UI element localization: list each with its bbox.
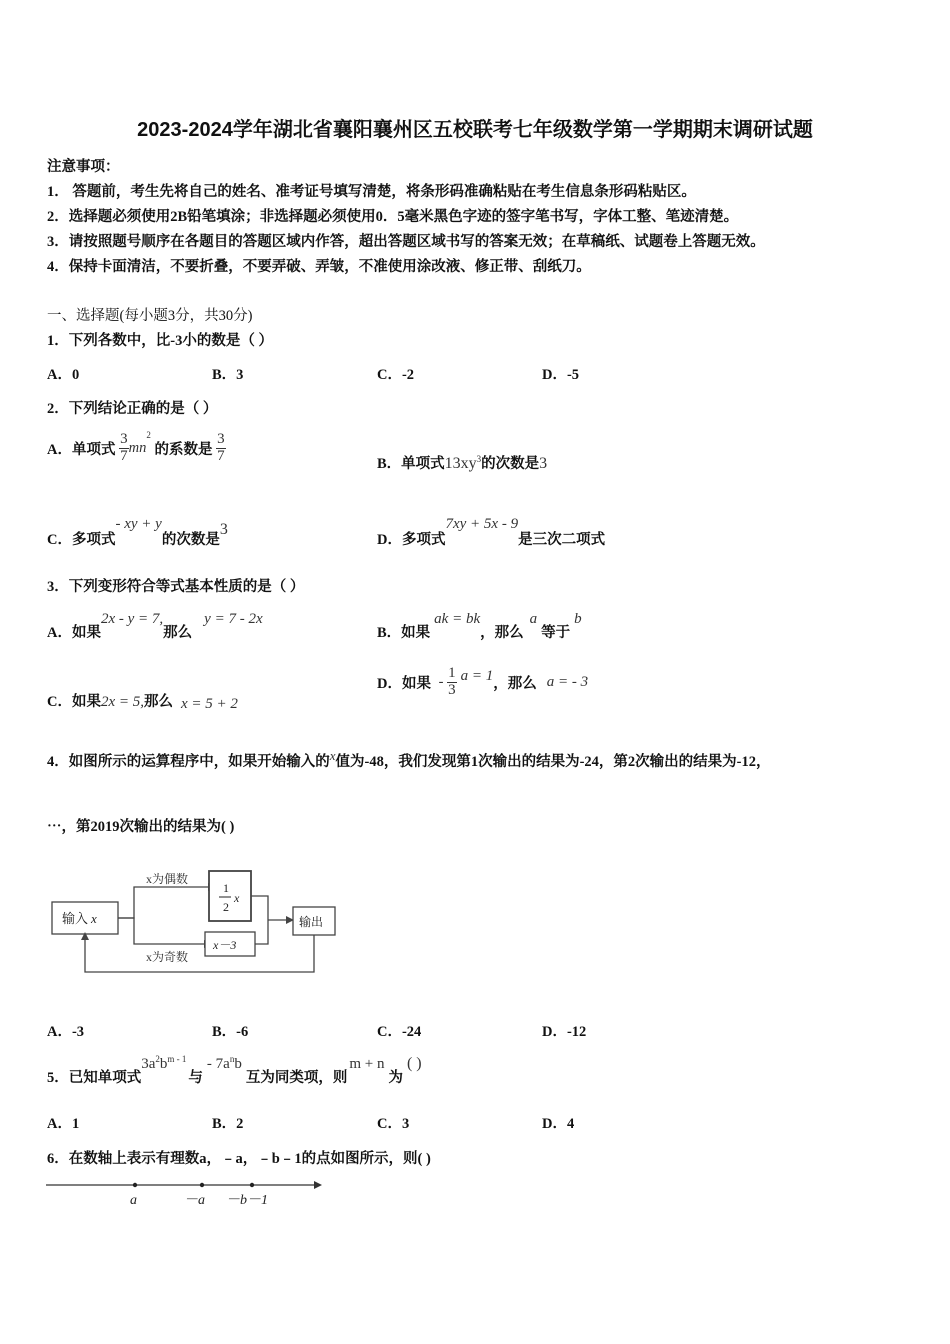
q3-d-prefix: D．如果	[377, 675, 431, 692]
q5-option-c: C．3	[377, 1116, 410, 1132]
q2-c-val: 3	[219, 521, 228, 538]
q5-option-a: A．1	[47, 1116, 80, 1132]
section-heading: 一、选择题(每小题3分，共30分)	[47, 308, 253, 324]
q4-option-a: A．-3	[47, 1024, 85, 1040]
q3-b-var1: a	[529, 611, 538, 627]
q3-option-a	[47, 607, 263, 641]
q3-a-prefix: A．如果	[47, 625, 101, 641]
q2-a-prefix: A．单项式	[47, 442, 116, 459]
q5-stem	[47, 1052, 422, 1086]
flow-minus-label: x－3	[213, 938, 237, 952]
q4-stem-part2: 值为-48，我们发现第1次输出的结果为-24，第2次输出的结果为-12，	[335, 754, 771, 770]
q1-option-a: A．0	[47, 367, 80, 383]
label-neg-a: －a	[184, 1193, 205, 1208]
q5-option-b: B．2	[212, 1116, 244, 1132]
q1-option-b: B．3	[212, 367, 244, 383]
q1-stem: 1．下列各数中，比-3小的数是（ ）	[47, 333, 273, 349]
q2-a-fraction	[119, 432, 129, 465]
point-a	[133, 1183, 137, 1187]
label-neg-b-1: －b－1	[226, 1193, 268, 1208]
q2-b-prefix: B．单项式	[377, 456, 445, 472]
q2-a-frac-num: 3	[120, 431, 128, 448]
q5-option-d: D．4	[542, 1116, 575, 1132]
q3-d-expr2: a = - 3	[546, 673, 589, 690]
q2-a-coef-fraction	[216, 432, 226, 465]
q4-stem	[47, 750, 771, 771]
q3-d-mid: ，那么	[493, 675, 537, 692]
point-neg-a	[200, 1183, 204, 1187]
q3-stem: 3．下列变形符合等式基本性质的是（ ）	[47, 579, 305, 595]
q6-number-line	[44, 1174, 326, 1210]
q3-a-expr1: 2x - y = 7,	[100, 611, 164, 627]
q2-a-frac-den: 7	[120, 448, 128, 465]
q3-b-expr1: ak = bk	[434, 611, 481, 627]
q3-b-mid2: 等于	[541, 625, 571, 641]
q2-c-prefix: C．多项式	[47, 532, 116, 548]
flow-even-label: x为偶数	[146, 872, 189, 886]
notice-item-4: 4．保持卡面清洁，不要折叠，不要弄破、弄皱，不准使用涂改液、修正带、刮纸刀。	[47, 259, 591, 275]
q1-option-c: C．-2	[377, 367, 415, 383]
q2-a-coef-den: 7	[217, 448, 225, 465]
flow-odd-line	[118, 918, 204, 944]
q3-d-fraction	[447, 666, 457, 699]
notice-heading: 注意事项：	[47, 159, 120, 175]
page-title: 2023-2024学年湖北省襄阳襄州区五校联考七年级数学第一学期期末调研试题	[137, 119, 813, 141]
q2-d-prefix: D．多项式	[377, 532, 446, 548]
q2-option-a	[47, 430, 226, 465]
q3-c-expr2: x = 5 + 2	[181, 696, 238, 712]
q5-mid1: 与	[188, 1070, 203, 1086]
q3-d-expr1: a = 1	[460, 667, 494, 684]
q5-paren: ( )	[406, 1055, 422, 1072]
flow-half-num: 1	[223, 881, 229, 895]
q5-prefix: 5．已知单项式	[47, 1070, 142, 1086]
q2-b-val: 3	[539, 455, 548, 472]
q2-a-var: mn	[128, 440, 147, 457]
q5-term2: - $7a^nb$	[206, 1054, 242, 1072]
q4-stem-var: x	[329, 748, 336, 763]
flow-odd-label: x为奇数	[146, 950, 189, 964]
q3-c-prefix: C．如果	[47, 694, 101, 710]
flow-half-box	[209, 871, 251, 921]
q2-d-expr: 7xy + 5x - 9	[445, 516, 519, 532]
q2-stem: 2．下列结论正确的是（ ）	[47, 401, 218, 417]
q4-stem-line2: ⋯，第2019次输出的结果为( )	[47, 819, 235, 835]
q4-option-c: C．-24	[377, 1024, 422, 1040]
number-line-arrow	[314, 1181, 322, 1189]
q5-expr: m + n	[349, 1056, 385, 1072]
q3-c-expr1: 2x = 5,	[100, 694, 145, 710]
q4-stem-part1: 4．如图所示的运算程序中，如果开始输入的	[47, 754, 330, 770]
q3-a-mid: 那么	[163, 625, 193, 641]
q2-b-expr: 13xy	[444, 455, 477, 472]
q2-option-b	[377, 452, 547, 473]
q3-d-frac-num: 1	[448, 665, 456, 681]
q5-mid2: 互为同类项，则	[245, 1070, 348, 1086]
q3-b-var2: b	[574, 611, 582, 627]
flow-half-var: x	[234, 891, 240, 905]
flow-input-label: 输入 x	[62, 911, 97, 926]
q3-option-c	[47, 690, 238, 711]
q2-option-d	[377, 512, 606, 548]
q2-b-exp: 3	[476, 454, 482, 465]
q3-d-frac-den: 3	[448, 681, 456, 698]
q3-d-minus: -	[438, 673, 444, 690]
q2-a-mid: 的系数是	[154, 442, 213, 459]
q4-flow-diagram	[48, 868, 340, 980]
q2-a-coef-num: 3	[217, 431, 225, 448]
q3-b-prefix: B．如果	[377, 625, 431, 641]
flow-loop-line	[85, 935, 314, 972]
flow-output-label: 输出	[299, 915, 324, 929]
flow-even-line	[118, 887, 208, 918]
notice-item-3: 3．请按照题号顺序在各题目的答题区域内作答，超出答题区域书写的答案无效；在草稿纸、试题卷上答题无效。	[47, 234, 765, 250]
flow-half-den: 2	[223, 900, 229, 914]
q3-c-mid: 那么	[144, 694, 174, 710]
q3-b-mid: ，那么	[480, 625, 524, 641]
q2-d-suffix: 是三次二项式	[518, 532, 606, 548]
q2-b-mid: 的次数是	[481, 456, 540, 472]
q2-c-expr: - xy + y	[115, 516, 162, 532]
point-neg-b-1	[250, 1183, 254, 1187]
notice-item-2: 2．选择题必须使用2B铅笔填涂；非选择题必须使用0．5毫米黑色字迹的签字笔书写，字体工整、笔迹清楚。	[47, 209, 739, 225]
q2-option-c	[47, 512, 228, 548]
q4-option-b: B．-6	[212, 1024, 249, 1040]
q2-a-exp: 2	[146, 430, 151, 440]
notice-item-1: 1． 答题前，考生先将自己的姓名、准考证号填写清楚，将条形码准确粘贴在考生信息条形码粘贴区。	[47, 184, 696, 200]
q5-term1: $3a^2b^{m - 1}$	[141, 1054, 187, 1072]
label-a: a	[130, 1193, 137, 1208]
q3-option-b	[377, 607, 582, 641]
q4-option-d: D．-12	[542, 1024, 587, 1040]
q1-option-d: D．-5	[542, 367, 580, 383]
q3-a-expr2: y = 7 - 2x	[204, 611, 263, 627]
q3-option-d	[377, 666, 588, 699]
q5-mid3: 为	[388, 1070, 403, 1086]
q2-c-mid: 的次数是	[161, 532, 220, 548]
q6-stem: 6．在数轴上表示有理数a，﹣a，﹣b﹣1的点如图所示，则( )	[47, 1151, 431, 1167]
